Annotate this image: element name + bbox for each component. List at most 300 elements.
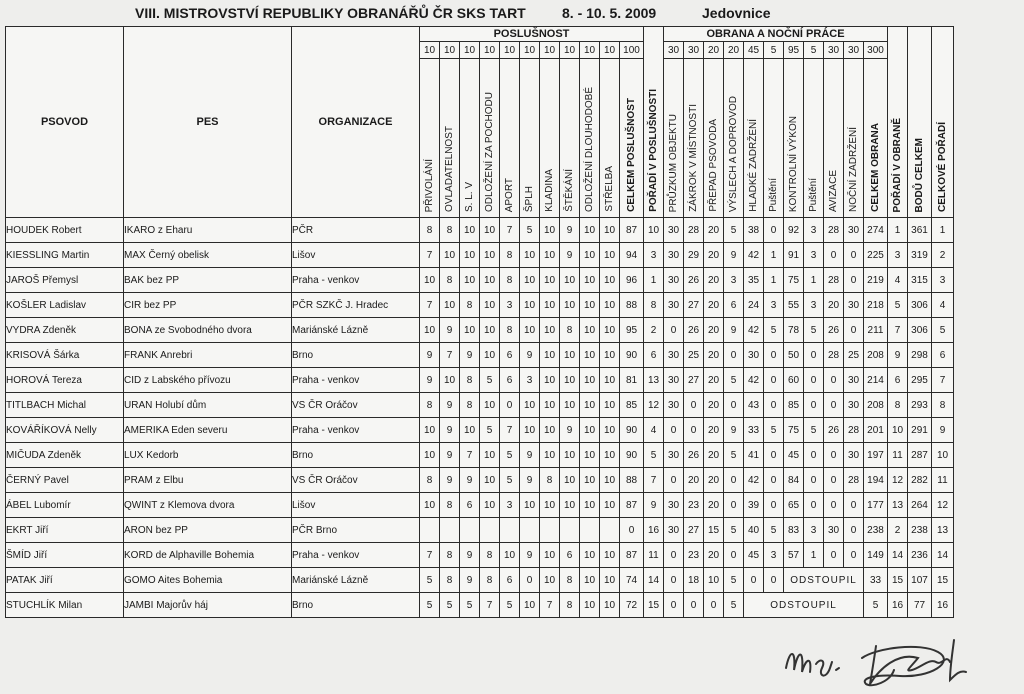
score-cell: 5 bbox=[460, 593, 480, 618]
score-cell: 10 bbox=[600, 493, 620, 518]
col-header-pes: PES bbox=[124, 27, 292, 218]
score-cell: 10 bbox=[560, 343, 580, 368]
score-cell: 10 bbox=[580, 243, 600, 268]
table-row bbox=[6, 343, 954, 368]
score-cell: 45 bbox=[784, 443, 804, 468]
organizace-cell: Praha - venkov bbox=[292, 543, 420, 568]
score-cell: 6 bbox=[500, 368, 520, 393]
poslusnost-total-cell: 96 bbox=[620, 268, 644, 293]
score-cell: 5 bbox=[724, 368, 744, 393]
score-cell: 8 bbox=[480, 543, 500, 568]
obrana-rank-cell: 16 bbox=[888, 593, 908, 618]
score-cell: 10 bbox=[540, 393, 560, 418]
score-cell: 0 bbox=[804, 468, 824, 493]
overall-rank-cell: 5 bbox=[932, 318, 954, 343]
score-cell: 30 bbox=[844, 293, 864, 318]
score-cell: 29 bbox=[684, 243, 704, 268]
score-cell: 9 bbox=[520, 543, 540, 568]
score-cell: 0 bbox=[724, 343, 744, 368]
total-points-cell: 107 bbox=[908, 568, 932, 593]
score-cell: 10 bbox=[480, 493, 500, 518]
score-cell: 39 bbox=[744, 493, 764, 518]
score-cell: 3 bbox=[764, 293, 784, 318]
score-cell: 8 bbox=[420, 393, 440, 418]
score-cell bbox=[600, 518, 620, 543]
score-cell: 20 bbox=[704, 393, 724, 418]
score-cell: 7 bbox=[500, 418, 520, 443]
score-cell: 35 bbox=[744, 268, 764, 293]
score-cell: 10 bbox=[520, 243, 540, 268]
obrana-rank-cell: 5 bbox=[888, 293, 908, 318]
score-cell: 20 bbox=[704, 268, 724, 293]
score-cell: 7 bbox=[420, 293, 440, 318]
score-cell: 10 bbox=[420, 418, 440, 443]
score-cell: 0 bbox=[844, 243, 864, 268]
score-cell: 30 bbox=[844, 393, 864, 418]
pes-cell: LUX Kedorb bbox=[124, 443, 292, 468]
score-cell bbox=[580, 518, 600, 543]
score-cell: 9 bbox=[420, 343, 440, 368]
score-cell: 10 bbox=[580, 393, 600, 418]
score-cell: 15 bbox=[704, 518, 724, 543]
score-cell: 10 bbox=[540, 268, 560, 293]
organizace-cell: Lišov bbox=[292, 243, 420, 268]
score-cell: 10 bbox=[460, 418, 480, 443]
score-cell: 30 bbox=[664, 443, 684, 468]
table-row bbox=[6, 468, 954, 493]
max-points-cell: 95 bbox=[784, 42, 804, 59]
total-points-cell: 306 bbox=[908, 318, 932, 343]
poslusnost-total-cell: 74 bbox=[620, 568, 644, 593]
score-cell: 3 bbox=[804, 218, 824, 243]
score-cell: 8 bbox=[540, 468, 560, 493]
score-cell: 9 bbox=[560, 218, 580, 243]
poslusnost-rank-cell: 11 bbox=[644, 543, 664, 568]
max-points-cell: 10 bbox=[440, 42, 460, 59]
score-cell: 10 bbox=[580, 493, 600, 518]
score-cell: 91 bbox=[784, 243, 804, 268]
table-row bbox=[6, 318, 954, 343]
discipline-label: Puštění bbox=[764, 59, 784, 218]
table-row bbox=[6, 518, 954, 543]
score-cell: 10 bbox=[600, 318, 620, 343]
score-cell: 0 bbox=[764, 393, 784, 418]
score-cell: 65 bbox=[784, 493, 804, 518]
organizace-cell: PČR Brno bbox=[292, 518, 420, 543]
score-cell: 5 bbox=[520, 218, 540, 243]
score-cell: 9 bbox=[520, 343, 540, 368]
pes-cell: AMERIKA Eden severu bbox=[124, 418, 292, 443]
col-header-bodu-celkem: BODŮ CELKEM bbox=[908, 27, 932, 218]
score-cell: 10 bbox=[480, 293, 500, 318]
score-cell: 3 bbox=[804, 243, 824, 268]
max-points-cell: 10 bbox=[520, 42, 540, 59]
score-cell: 26 bbox=[824, 318, 844, 343]
total-points-cell: 298 bbox=[908, 343, 932, 368]
score-cell: 85 bbox=[784, 393, 804, 418]
table-row bbox=[6, 568, 954, 593]
score-cell: 9 bbox=[460, 343, 480, 368]
discipline-label: ŠPLH bbox=[520, 59, 540, 218]
overall-rank-cell: 6 bbox=[932, 343, 954, 368]
score-cell: 10 bbox=[420, 443, 440, 468]
overall-rank-cell: 11 bbox=[932, 468, 954, 493]
score-cell: 0 bbox=[684, 393, 704, 418]
score-cell: 5 bbox=[724, 568, 744, 593]
score-cell: 3 bbox=[724, 268, 744, 293]
score-cell: 10 bbox=[540, 443, 560, 468]
score-cell: 1 bbox=[764, 268, 784, 293]
poslusnost-total-cell: 87 bbox=[620, 493, 644, 518]
score-cell: 0 bbox=[804, 393, 824, 418]
score-cell: 0 bbox=[764, 343, 784, 368]
signature bbox=[780, 628, 980, 688]
poslusnost-rank-cell: 8 bbox=[644, 293, 664, 318]
total-points-cell: 287 bbox=[908, 443, 932, 468]
score-cell: 5 bbox=[500, 468, 520, 493]
score-cell: 0 bbox=[764, 443, 784, 468]
poslusnost-total-cell: 87 bbox=[620, 543, 644, 568]
organizace-cell: VS ČR Oráčov bbox=[292, 468, 420, 493]
total-points-cell: 236 bbox=[908, 543, 932, 568]
total-points-cell: 319 bbox=[908, 243, 932, 268]
score-cell: 8 bbox=[420, 218, 440, 243]
score-cell: 0 bbox=[664, 568, 684, 593]
pes-cell: JAMBI Majorův háj bbox=[124, 593, 292, 618]
score-cell: 26 bbox=[824, 418, 844, 443]
poslusnost-rank-cell: 2 bbox=[644, 318, 664, 343]
psovod-cell: KRISOVÁ Šárka bbox=[6, 343, 124, 368]
score-cell: 30 bbox=[844, 368, 864, 393]
score-cell: 8 bbox=[460, 393, 480, 418]
table-row bbox=[6, 593, 954, 618]
score-cell: 8 bbox=[440, 493, 460, 518]
score-cell: 42 bbox=[744, 468, 764, 493]
score-cell: 10 bbox=[580, 468, 600, 493]
score-cell: 75 bbox=[784, 268, 804, 293]
score-cell: 20 bbox=[704, 218, 724, 243]
score-cell: 10 bbox=[580, 418, 600, 443]
total-points-cell: 315 bbox=[908, 268, 932, 293]
obrana-rank-cell: 11 bbox=[888, 443, 908, 468]
score-cell: 10 bbox=[600, 443, 620, 468]
score-cell: 8 bbox=[500, 243, 520, 268]
score-cell: 57 bbox=[784, 543, 804, 568]
score-cell: 10 bbox=[600, 468, 620, 493]
score-cell: 0 bbox=[724, 493, 744, 518]
max-points-cell: 100 bbox=[620, 42, 644, 59]
score-cell: 8 bbox=[420, 468, 440, 493]
poslusnost-rank-cell: 14 bbox=[644, 568, 664, 593]
event-place: Jedovnice bbox=[702, 5, 771, 21]
score-cell bbox=[460, 518, 480, 543]
score-cell: 0 bbox=[704, 593, 724, 618]
score-cell: 7 bbox=[420, 243, 440, 268]
organizace-cell: PČR SZKČ J. Hradec bbox=[292, 293, 420, 318]
psovod-cell: KOVÁŘÍKOVÁ Nelly bbox=[6, 418, 124, 443]
obrana-total-cell: 149 bbox=[864, 543, 888, 568]
score-cell: 3 bbox=[500, 493, 520, 518]
psovod-cell: STUCHLÍK Milan bbox=[6, 593, 124, 618]
obrana-rank-cell: 9 bbox=[888, 343, 908, 368]
score-cell: 27 bbox=[684, 518, 704, 543]
poslusnost-total-cell: 90 bbox=[620, 343, 644, 368]
organizace-cell: VS ČR Oráčov bbox=[292, 393, 420, 418]
col-header-organizace: ORGANIZACE bbox=[292, 27, 420, 218]
organizace-cell: Brno bbox=[292, 343, 420, 368]
score-cell: 9 bbox=[440, 468, 460, 493]
score-cell: 9 bbox=[560, 418, 580, 443]
discipline-label: ZÁKROK V MÍSTNOSTI bbox=[684, 59, 704, 218]
score-cell: 0 bbox=[824, 493, 844, 518]
score-cell: 10 bbox=[600, 393, 620, 418]
psovod-cell: KIESSLING Martin bbox=[6, 243, 124, 268]
score-cell: 5 bbox=[804, 418, 824, 443]
score-cell: 6 bbox=[560, 543, 580, 568]
score-cell: 8 bbox=[560, 568, 580, 593]
score-cell: 0 bbox=[804, 343, 824, 368]
obrana-total-cell: 208 bbox=[864, 343, 888, 368]
poslusnost-rank-cell: 1 bbox=[644, 268, 664, 293]
score-cell bbox=[500, 518, 520, 543]
max-points-cell: 300 bbox=[864, 42, 888, 59]
score-cell: 10 bbox=[580, 368, 600, 393]
overall-rank-cell: 3 bbox=[932, 268, 954, 293]
score-cell: 10 bbox=[420, 493, 440, 518]
score-cell bbox=[560, 518, 580, 543]
poslusnost-rank-cell: 5 bbox=[644, 443, 664, 468]
score-cell: 10 bbox=[580, 318, 600, 343]
pes-cell: QWINT z Klemova dvora bbox=[124, 493, 292, 518]
results-table bbox=[5, 26, 954, 618]
group-header-obrana: OBRANA A NOČNÍ PRÁCE bbox=[664, 27, 888, 42]
table-row bbox=[6, 368, 954, 393]
score-cell: 0 bbox=[764, 468, 784, 493]
score-cell: 10 bbox=[560, 493, 580, 518]
pes-cell: BAK bez PP bbox=[124, 268, 292, 293]
score-cell: 10 bbox=[704, 568, 724, 593]
score-cell: 0 bbox=[724, 543, 744, 568]
poslusnost-total-cell: 88 bbox=[620, 293, 644, 318]
score-cell: 10 bbox=[520, 293, 540, 318]
psovod-cell: VYDRA Zdeněk bbox=[6, 318, 124, 343]
score-cell: 30 bbox=[664, 243, 684, 268]
pes-cell: IKARO z Eharu bbox=[124, 218, 292, 243]
score-cell: 0 bbox=[664, 468, 684, 493]
obrana-rank-cell: 15 bbox=[888, 568, 908, 593]
score-cell: 10 bbox=[520, 493, 540, 518]
score-cell: 9 bbox=[460, 468, 480, 493]
score-cell: 10 bbox=[600, 368, 620, 393]
score-cell: 3 bbox=[804, 518, 824, 543]
score-cell: 10 bbox=[540, 318, 560, 343]
obrana-total-cell: 194 bbox=[864, 468, 888, 493]
table-row bbox=[6, 268, 954, 293]
poslusnost-rank-cell: 10 bbox=[644, 218, 664, 243]
score-cell: 10 bbox=[440, 293, 460, 318]
poslusnost-total-cell: 81 bbox=[620, 368, 644, 393]
score-cell: 7 bbox=[480, 593, 500, 618]
max-points-cell: 10 bbox=[560, 42, 580, 59]
score-cell: 20 bbox=[704, 468, 724, 493]
poslusnost-total-cell: 87 bbox=[620, 218, 644, 243]
score-cell: 41 bbox=[744, 443, 764, 468]
score-cell: 23 bbox=[684, 493, 704, 518]
score-cell: 0 bbox=[664, 593, 684, 618]
score-cell: 5 bbox=[480, 418, 500, 443]
poslusnost-rank-cell: 12 bbox=[644, 393, 664, 418]
score-cell: 6 bbox=[724, 293, 744, 318]
discipline-label: ODLOŽENÍ DLOUHODOBÉ bbox=[580, 59, 600, 218]
discipline-label: STŘELBA bbox=[600, 59, 620, 218]
score-cell: 28 bbox=[824, 343, 844, 368]
score-cell: 10 bbox=[580, 343, 600, 368]
obrana-rank-cell: 8 bbox=[888, 393, 908, 418]
score-cell: 9 bbox=[440, 418, 460, 443]
obrana-total-cell: 33 bbox=[864, 568, 888, 593]
score-cell: 0 bbox=[824, 243, 844, 268]
table-row bbox=[6, 443, 954, 468]
score-cell: 0 bbox=[804, 493, 824, 518]
score-cell: 7 bbox=[500, 218, 520, 243]
organizace-cell: Brno bbox=[292, 443, 420, 468]
score-cell: 10 bbox=[480, 468, 500, 493]
discipline-label: CELKEM OBRANA bbox=[864, 59, 888, 218]
score-cell: 0 bbox=[824, 443, 844, 468]
organizace-cell: PČR bbox=[292, 218, 420, 243]
psovod-cell: TITLBACH Michal bbox=[6, 393, 124, 418]
discipline-label: ODLOŽENÍ ZA POCHODU bbox=[480, 59, 500, 218]
obrana-total-cell: 218 bbox=[864, 293, 888, 318]
score-cell: 9 bbox=[724, 418, 744, 443]
score-cell: 30 bbox=[844, 443, 864, 468]
score-cell: 9 bbox=[460, 568, 480, 593]
psovod-cell: ÁBEL Lubomír bbox=[6, 493, 124, 518]
obrana-total-cell: 211 bbox=[864, 318, 888, 343]
event-dates: 8. - 10. 5. 2009 bbox=[562, 5, 657, 21]
overall-rank-cell: 10 bbox=[932, 443, 954, 468]
score-cell: 10 bbox=[480, 393, 500, 418]
obrana-total-cell: 177 bbox=[864, 493, 888, 518]
obrana-rank-cell: 7 bbox=[888, 318, 908, 343]
score-cell: 0 bbox=[664, 543, 684, 568]
max-points-cell: 10 bbox=[500, 42, 520, 59]
score-cell: 10 bbox=[480, 343, 500, 368]
score-cell: 10 bbox=[480, 218, 500, 243]
score-cell: 10 bbox=[600, 593, 620, 618]
group-header-poslusnost: POSLUŠNOST bbox=[420, 27, 644, 42]
score-cell: 28 bbox=[844, 418, 864, 443]
score-cell: 42 bbox=[744, 368, 764, 393]
score-cell: 30 bbox=[664, 393, 684, 418]
max-points-cell: 5 bbox=[804, 42, 824, 59]
score-cell: 10 bbox=[480, 318, 500, 343]
overall-rank-cell: 16 bbox=[932, 593, 954, 618]
score-cell: 0 bbox=[844, 318, 864, 343]
poslusnost-rank-cell: 6 bbox=[644, 343, 664, 368]
score-cell: 8 bbox=[440, 268, 460, 293]
discipline-label: PRŮZKUM OBJEKTU bbox=[664, 59, 684, 218]
psovod-cell: JAROŠ Přemysl bbox=[6, 268, 124, 293]
score-cell: 18 bbox=[684, 568, 704, 593]
obrana-rank-cell: 1 bbox=[888, 218, 908, 243]
score-cell: 3 bbox=[520, 368, 540, 393]
discipline-label: Puštění bbox=[804, 59, 824, 218]
score-cell: 9 bbox=[560, 243, 580, 268]
organizace-cell: Praha - venkov bbox=[292, 368, 420, 393]
score-cell: 9 bbox=[460, 543, 480, 568]
poslusnost-rank-cell: 16 bbox=[644, 518, 664, 543]
score-cell: 84 bbox=[784, 468, 804, 493]
score-cell: 20 bbox=[704, 343, 724, 368]
discipline-label: APORT bbox=[500, 59, 520, 218]
score-cell: 10 bbox=[520, 318, 540, 343]
score-cell: 1 bbox=[804, 543, 824, 568]
score-cell: 20 bbox=[704, 318, 724, 343]
score-cell: 8 bbox=[460, 368, 480, 393]
discipline-label: CELKEM POSLUŠNOST bbox=[620, 59, 644, 218]
score-cell: 8 bbox=[480, 568, 500, 593]
score-cell: 10 bbox=[540, 293, 560, 318]
col-header-obr-rank: POŘADÍ V OBRANĚ bbox=[888, 27, 908, 218]
overall-rank-cell: 12 bbox=[932, 493, 954, 518]
score-cell: 1 bbox=[764, 243, 784, 268]
pes-cell: BONA ze Svobodného dvora bbox=[124, 318, 292, 343]
score-cell: 0 bbox=[664, 418, 684, 443]
score-cell: 6 bbox=[500, 568, 520, 593]
score-cell: 5 bbox=[500, 593, 520, 618]
total-points-cell: 306 bbox=[908, 293, 932, 318]
pes-cell: URAN Holubí dům bbox=[124, 393, 292, 418]
discipline-label: S. L. V bbox=[460, 59, 480, 218]
poslusnost-total-cell: 72 bbox=[620, 593, 644, 618]
max-points-cell: 30 bbox=[664, 42, 684, 59]
score-cell: 10 bbox=[440, 243, 460, 268]
discipline-label: VÝSLECH A DOPROVOD bbox=[724, 59, 744, 218]
score-cell: 10 bbox=[580, 568, 600, 593]
psovod-cell: PATAK Jiří bbox=[6, 568, 124, 593]
score-cell: 92 bbox=[784, 218, 804, 243]
score-cell: 8 bbox=[500, 268, 520, 293]
total-points-cell: 238 bbox=[908, 518, 932, 543]
score-cell: 3 bbox=[764, 543, 784, 568]
organizace-cell: Mariánské Lázně bbox=[292, 318, 420, 343]
poslusnost-total-cell: 95 bbox=[620, 318, 644, 343]
psovod-cell: ŠMÍD Jiří bbox=[6, 543, 124, 568]
score-cell: 30 bbox=[664, 343, 684, 368]
score-cell: 10 bbox=[580, 443, 600, 468]
score-cell: 10 bbox=[540, 568, 560, 593]
score-cell: 5 bbox=[724, 218, 744, 243]
organizace-cell: Mariánské Lázně bbox=[292, 568, 420, 593]
score-cell: 10 bbox=[540, 368, 560, 393]
pes-cell: CID z Labského přívozu bbox=[124, 368, 292, 393]
poslusnost-rank-cell: 3 bbox=[644, 243, 664, 268]
obrana-rank-cell: 4 bbox=[888, 268, 908, 293]
score-cell: 6 bbox=[500, 343, 520, 368]
score-cell: 10 bbox=[560, 268, 580, 293]
score-cell: 9 bbox=[520, 443, 540, 468]
score-cell: 8 bbox=[440, 543, 460, 568]
score-cell: 0 bbox=[724, 393, 744, 418]
discipline-label: PŘIVOLÁNÍ bbox=[420, 59, 440, 218]
score-cell: 28 bbox=[684, 218, 704, 243]
score-cell: 10 bbox=[460, 218, 480, 243]
score-cell: 30 bbox=[664, 218, 684, 243]
col-header-pos-rank: POŘADÍ V POSLUŠNOSTI bbox=[644, 27, 664, 218]
score-cell: 10 bbox=[600, 268, 620, 293]
max-points-cell: 45 bbox=[744, 42, 764, 59]
